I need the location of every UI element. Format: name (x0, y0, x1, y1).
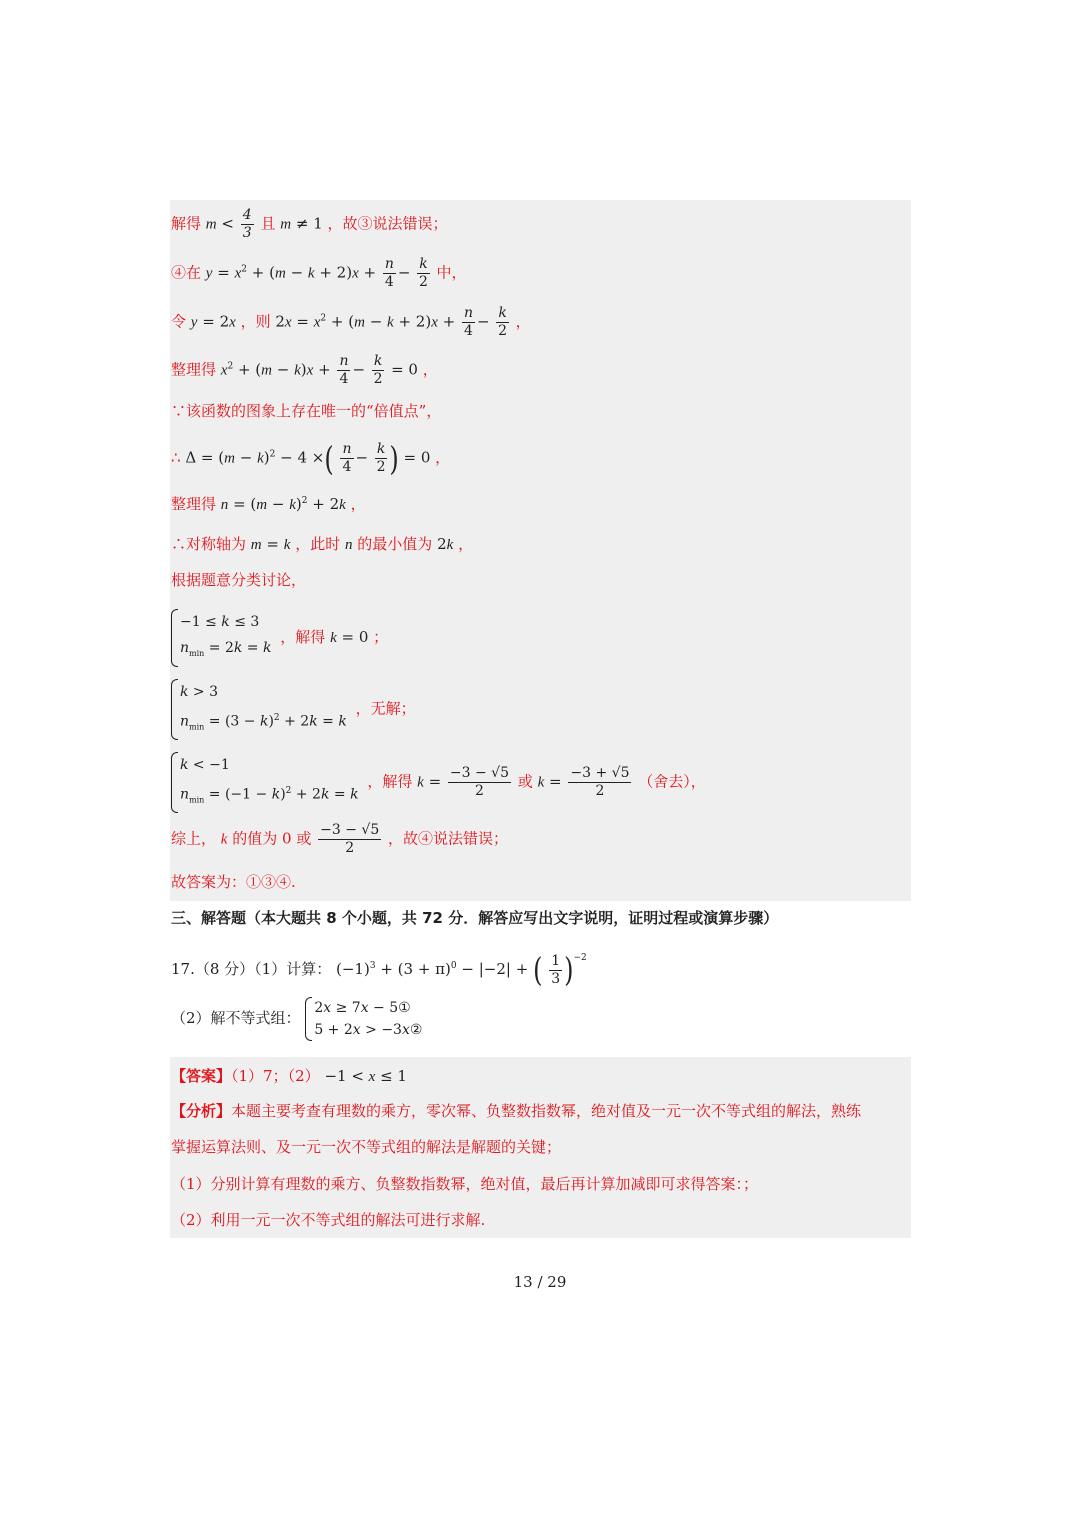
analysis-step-1: （1）分别计算有理数的乘方、负整数指数幂，绝对值，最后再计算加减即可求得答案：； (171, 1175, 759, 1193)
answer-label: 【答案】 (171, 1067, 232, 1085)
text-segment: 整理得 (171, 495, 217, 513)
text-segment: 解得 (171, 214, 202, 233)
text-segment: ， (515, 312, 531, 331)
text-segment: 或 (517, 772, 533, 791)
solution-line-6: ∴ $\Delta = (m - k)^2 - 4$ ×( $\frac{n}{4}$ − $\frac{k}{2}$ ) = 0 ， (171, 439, 451, 478)
solution-line-4: 整理得 $x^2 + (m - k)x$ + $\frac{n}{4}$ − $\frac{k}{2}$ = 0 ， (171, 353, 438, 387)
text-segment: ， (458, 535, 474, 553)
text-segment: 17.（8 分）（1）计算： (171, 960, 332, 978)
text-segment: ， (350, 495, 366, 513)
solution-line-9: 根据题意分类讨论， (171, 571, 307, 589)
text-segment: ，无解； (355, 699, 416, 718)
analysis-step-2: （2）利用一元一次不等式组的解法可进行求解. (171, 1211, 486, 1229)
analysis-label: 【分析】 (171, 1102, 232, 1120)
solution-line-1: 解得 m < $\frac{4}{3}$ 且 m ≠ 1 ，故③说法错误； (171, 207, 448, 241)
summary-line: 综上， k 的值为 0 或 $\frac{-3 - √5}{2}$ ，故④说法错误； (171, 822, 509, 856)
text-segment: 本题主要考查有理数的乘方，零次幂、负整数指数幂，绝对值及一元一次不等式组的解法，熟练 (231, 1102, 862, 1120)
text-segment: （舍去）， (638, 772, 706, 791)
equation-system: k < −1 $n_{min} = (-1 - k)^2 + 2k = k$ (171, 752, 359, 813)
text-segment: ，故④说法错误； (388, 829, 509, 848)
solution-line-7: 整理得 $n = (m - k)^2 + 2k$ ， (171, 495, 366, 513)
section-heading: 三、解答题（本大题共 8 个小题，共 72 分．解答应写出文字说明，证明过程或演算步骤） (171, 909, 779, 927)
text-segment: 且 (260, 214, 276, 233)
answer-result: 【答案】（1）7；（2） −1 < x ≤ 1 (171, 1067, 407, 1085)
text-segment: 综上， (171, 829, 217, 848)
text-segment: ∴ (171, 448, 181, 467)
text-segment: 的值为 0 或 (232, 829, 312, 848)
answer-line: 故答案为：①③④. (171, 873, 296, 891)
analysis-line-2: 掌握运算法则、及一元一次不等式组的解法是解题的关键； (171, 1138, 562, 1156)
case-1: −1 ≤ k ≤ 3 $n_{min} = 2k = k$ ，解得 k = 0 ； (171, 609, 388, 667)
inequality-system: 2x ≥ 7x − 5① 5 + 2x > −3x② (305, 997, 422, 1041)
text-segment: ； (373, 627, 389, 646)
solution-line-5: ∵该函数的图象上存在唯一的“倍值点”， (171, 402, 442, 420)
text-segment: ，解得 (280, 627, 326, 646)
text-segment: ，此时 (295, 535, 341, 553)
solution-line-2: ④在 $y = x^2 + (m - k + 2)x$ + $\frac{n}{4}$ − $\frac{k}{2}$ 中， (171, 256, 467, 290)
text-segment: （2）解不等式组： (171, 1009, 301, 1027)
question-17-part2 (171, 997, 426, 1041)
text-segment: 中， (436, 263, 467, 282)
text-segment: ，解得 (367, 772, 413, 791)
text-segment: 令 (171, 312, 187, 331)
case-3: k < −1 $n_{min} = (-1 - k)^2 + 2k = k$ ，解得 k = $\frac{-3 - √5}{2}$ 或 k = $\frac{-3 + √5}{2}$ （舍去）， (171, 752, 706, 813)
text-segment: ，则 (240, 312, 271, 331)
text-segment: （1）7；（2） (231, 1067, 320, 1085)
text-segment: 整理得 (171, 360, 217, 379)
question-17-part1: 17.（8 分）（1）计算： $(-1)^3 + (3 + \pi)^0 - |-2|$ + ( $\frac{1}{3}$ )$^{-2}$ (171, 951, 587, 989)
text-segment: ， (422, 360, 438, 379)
solution-line-3: 令 y = 2x ，则 $2x = x^2 + (m - k + 2)x$ + $\frac{n}{4}$ − $\frac{k}{2}$ ， (171, 305, 531, 339)
analysis-line-1 (171, 1101, 861, 1121)
equation-system: −1 ≤ k ≤ 3 $n_{min} = 2k = k$ (171, 609, 271, 667)
text-segment: ④在 (171, 263, 202, 282)
solution-line-8: ∴对称轴为 m = k ，此时 n 的最小值为 2k ， (171, 535, 474, 553)
case-2 (171, 679, 416, 740)
text-segment: ，故③说法错误； (327, 214, 448, 233)
equation-system: k > 3 $n_{min} = (3 - k)^2 + 2k = k$ (171, 679, 347, 740)
text-segment: ∴对称轴为 (171, 535, 247, 553)
text-segment: 的最小值为 (357, 535, 433, 553)
text-segment: ， (435, 448, 451, 467)
page-number: 13 / 29 (513, 1273, 567, 1291)
